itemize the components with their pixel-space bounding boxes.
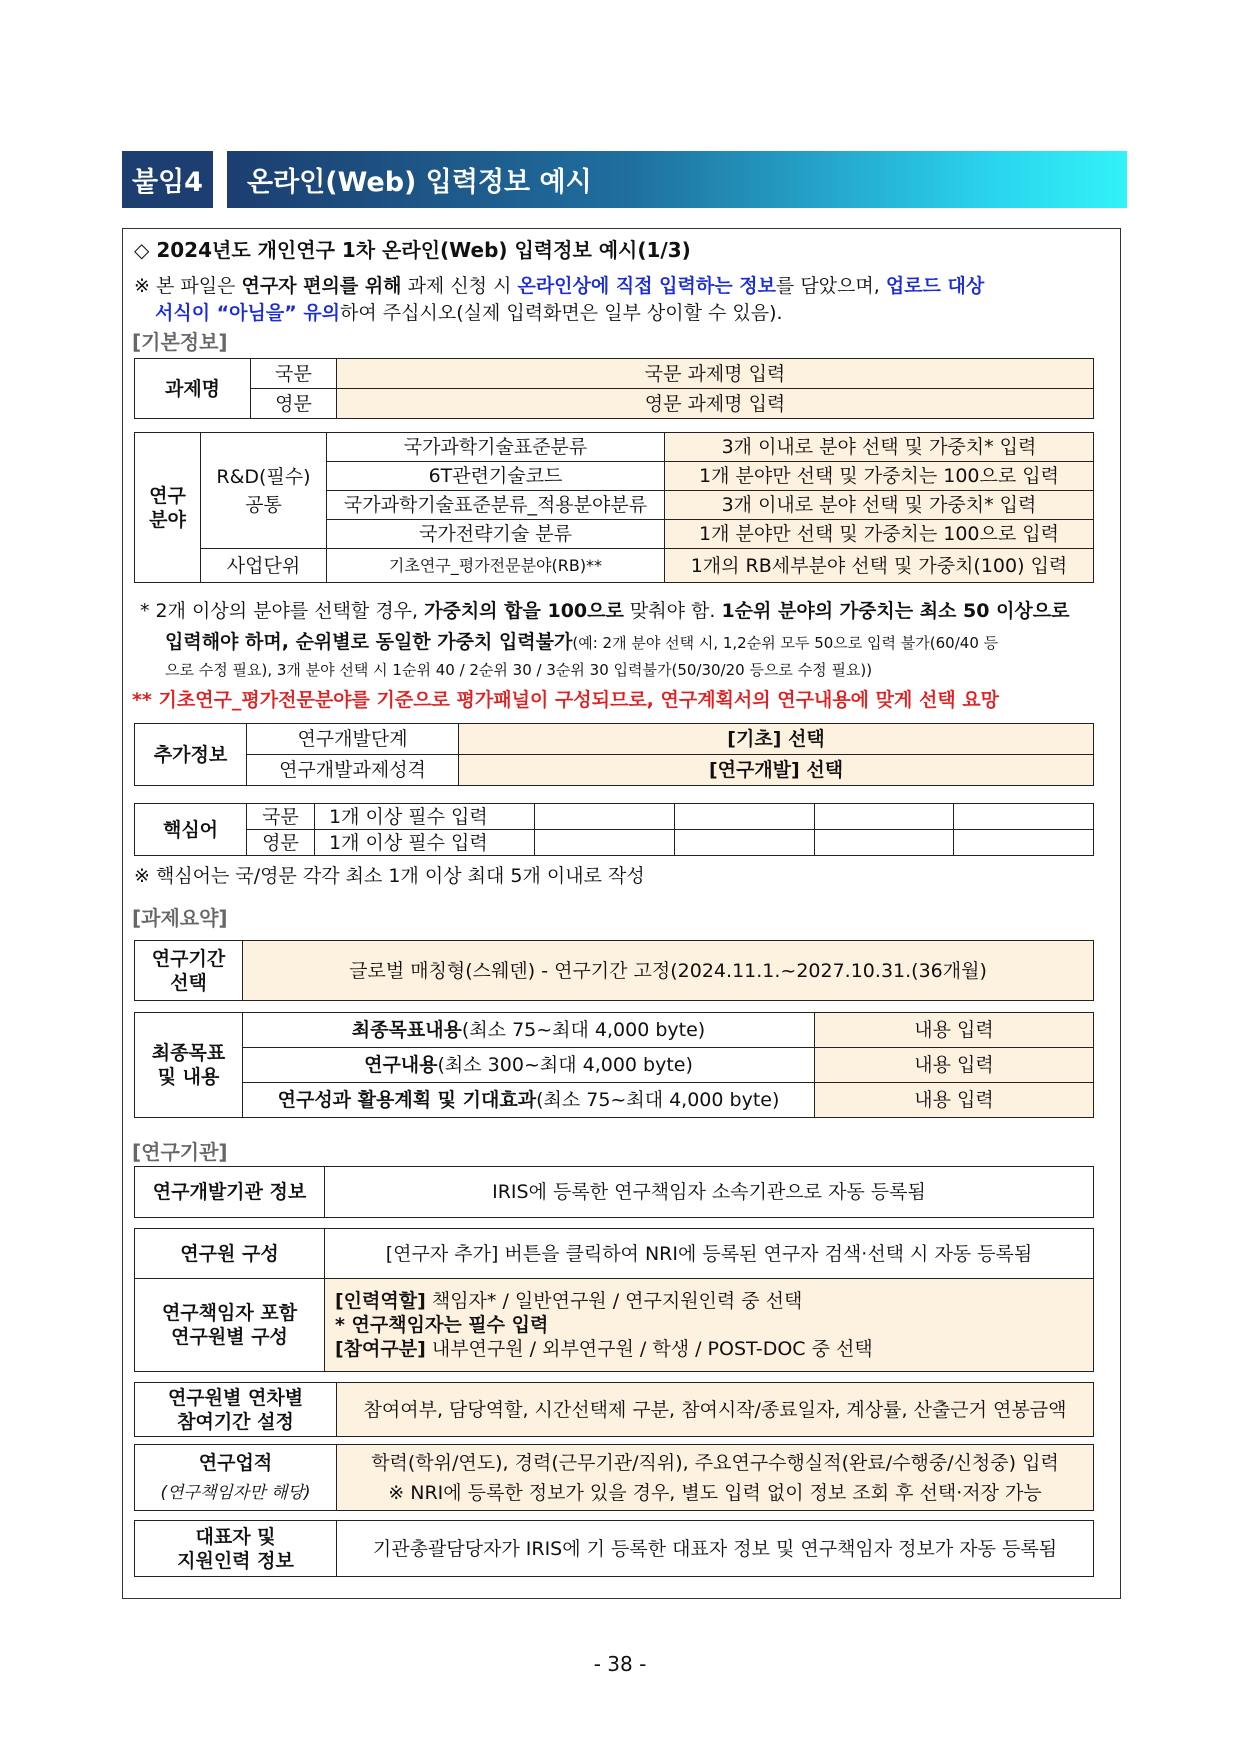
annual-value[interactable]: 참여여부, 담당역할, 시간선택제 구분, 참여시작/종료일자, 계상률, 산출근거 연봉금액: [337, 1383, 1094, 1437]
note-text: * 2개 이상의 분야를 선택할 경우,: [140, 600, 425, 622]
achievements-line: ※ NRI에 등록한 정보가 있을 경우, 별도 입력 없이 정보 조회 후 선택·저장 가능: [388, 1481, 1042, 1504]
goal-limit: (최소 300~최대 4,000 byte): [437, 1054, 693, 1076]
rep-table: [134, 1520, 1094, 1577]
research-field-label: [135, 433, 201, 583]
field-value[interactable]: 1개 분야만 선택 및 가중치는 100으로 입력: [665, 520, 1094, 549]
label-sub: (연구책임자만 해당): [160, 1482, 311, 1503]
researchers-label: 연구원 구성: [135, 1229, 325, 1279]
section-basic-info: [기본정보]: [132, 330, 228, 354]
goal-value[interactable]: 내용 입력: [815, 1013, 1094, 1048]
notice-bold: 연구자 편의를 위해: [241, 275, 402, 297]
label-line: 최종목표: [151, 1042, 226, 1064]
achievements-table: [134, 1444, 1094, 1511]
achievements-label: [135, 1445, 337, 1511]
label-line: 분야: [149, 508, 186, 531]
keywords-label: 핵심어: [135, 804, 247, 856]
keywords-table: [134, 803, 1094, 856]
field-name: 국가과학기술표준분류_적용분야분류: [327, 491, 665, 520]
field-name: 국가전략기술 분류: [327, 520, 665, 549]
research-field-table: [134, 432, 1094, 583]
goal-limit: (최소 75~최대 4,000 byte): [536, 1089, 780, 1111]
extra-info-value[interactable]: [기초] 선택: [459, 724, 1094, 755]
keyword-input[interactable]: [535, 830, 675, 856]
biz-label: 사업단위: [201, 549, 327, 583]
field-name: 국가과학기술표준분류: [327, 433, 665, 462]
researchers-role-value[interactable]: [325, 1279, 1094, 1372]
weight-note-2: [165, 628, 998, 657]
goal-name: [243, 1048, 815, 1083]
field-value[interactable]: 3개 이내로 분야 선택 및 가중치* 입력: [665, 433, 1094, 462]
goals-table: [134, 1012, 1094, 1118]
page-title-text: 온라인(Web) 입력정보 예시: [247, 167, 592, 198]
appendix-tag: 붙임4: [122, 151, 213, 208]
project-name-kr-input[interactable]: 국문 과제명 입력: [337, 359, 1094, 389]
org-value: IRIS에 등록한 연구책임자 소속기관으로 자동 등록됨: [325, 1167, 1094, 1218]
label-line: R&D(필수): [216, 465, 311, 488]
notice-line-2: [155, 299, 783, 327]
page-title: [227, 151, 1127, 208]
goal-title: 연구성과 활용계획 및 기대효과: [277, 1089, 537, 1111]
notice-text: 를 담았으며,: [775, 275, 886, 297]
notice-line-1: [134, 272, 984, 300]
note-text: (예: 2개 분야 선택 시, 1,2순위 모두 50으로 입력 불가(60/40 등: [572, 634, 999, 652]
goal-limit: (최소 75~최대 4,000 byte): [461, 1019, 706, 1041]
goals-label: [135, 1013, 243, 1118]
field-name: 6T관련기술코드: [327, 462, 665, 491]
label-line: 지원인력 정보: [177, 1549, 294, 1572]
field-value[interactable]: 3개 이내로 분야 선택 및 가중치* 입력: [665, 491, 1094, 520]
label-line: 연구책임자 포함: [161, 1302, 298, 1324]
keyword-input[interactable]: 1개 이상 필수 입력: [315, 830, 535, 856]
goal-name: [243, 1083, 815, 1118]
annual-table: [134, 1382, 1094, 1437]
note-bold: 1순위 분야의 가중치는 최소 50 이상으로: [721, 600, 1070, 622]
rep-label: [135, 1521, 337, 1577]
part-text: 내부연구원 / 외부연구원 / 학생 / POST-DOC 중 선택: [425, 1338, 873, 1360]
role-text: 책임자* / 일반연구원 / 연구지원인력 중 선택: [425, 1290, 803, 1312]
researchers-role-label: [135, 1279, 325, 1372]
part-label: [참여구분]: [335, 1338, 426, 1360]
notice-text: ※ 본 파일은: [134, 275, 242, 297]
goal-name: [243, 1013, 815, 1048]
goal-value[interactable]: 내용 입력: [815, 1048, 1094, 1083]
researchers-value: [연구자 추가] 버튼을 클릭하여 NRI에 등록된 연구자 검색·선택 시 자동 등록됨: [325, 1229, 1094, 1279]
lang-label: 국문: [247, 804, 315, 830]
note-bold: 가중치의 합을 100으로: [424, 600, 624, 622]
goal-title: 최종목표내용: [351, 1019, 462, 1041]
period-table: [134, 940, 1094, 1001]
rep-value: 기관총괄담당자가 IRIS에 기 등록한 대표자 정보 및 연구책임자 정보가 자동 등록됨: [337, 1521, 1094, 1577]
notice-highlight: 업로드 대상: [885, 275, 985, 297]
label-line: 참여기간 설정: [177, 1410, 294, 1433]
field-value[interactable]: 1개 분야만 선택 및 가중치는 100으로 입력: [665, 462, 1094, 491]
label-line: 및 내용: [157, 1066, 220, 1088]
notice-text: 하여 주십시오(실제 입력화면은 일부 상이할 수 있음).: [340, 302, 783, 324]
note-text: 맞춰야 함.: [623, 600, 722, 622]
label-line: 대표자 및: [195, 1525, 276, 1548]
label-line: 공통: [245, 493, 282, 516]
goal-title: 연구내용: [364, 1054, 438, 1076]
keyword-input[interactable]: [954, 804, 1094, 830]
label-line: 연구원별 연차별: [167, 1386, 304, 1409]
label-line: 연구원별 구성: [171, 1326, 288, 1348]
keywords-note: ※ 핵심어는 국/영문 각각 최소 1개 이상 최대 5개 이내로 작성: [134, 865, 645, 887]
weight-note-1: [140, 597, 1069, 625]
label-line: 연구업적: [198, 1451, 273, 1474]
lang-label: 영문: [247, 830, 315, 856]
period-label: [135, 941, 243, 1001]
label-line: 연구기간: [151, 947, 226, 970]
keyword-input[interactable]: [535, 804, 675, 830]
annual-label: [135, 1383, 337, 1437]
extra-info-name: 연구개발단계: [247, 724, 459, 755]
weight-note-3: 으로 수정 필요), 3개 분야 선택 시 1순위 40 / 2순위 30 / 3순위 30 입력불가(50/30/20 등으로 수정 필요)): [165, 661, 873, 679]
goal-value[interactable]: 내용 입력: [815, 1083, 1094, 1118]
period-value[interactable]: 글로벌 매칭형(스웨덴) - 연구기간 고정(2024.11.1.~2027.10.31.(36개월): [243, 941, 1094, 1001]
extra-info-value[interactable]: [연구개발] 선택: [459, 755, 1094, 786]
field-name: 기초연구_평가전문분야(RB)**: [327, 549, 665, 583]
role-line: [335, 1289, 1089, 1313]
researchers-table: [134, 1228, 1094, 1372]
lang-label: 영문: [251, 389, 337, 419]
section-summary: [과제요약]: [132, 906, 228, 930]
keyword-input[interactable]: [814, 830, 954, 856]
required-note: * 연구책임자는 필수 입력: [335, 1314, 549, 1336]
keyword-input[interactable]: [814, 804, 954, 830]
section-org: [연구기관]: [132, 1140, 228, 1164]
lang-label: 국문: [251, 359, 337, 389]
part-line: [335, 1337, 1089, 1361]
label-line: 연구: [149, 484, 186, 507]
project-name-en-input[interactable]: 영문 과제명 입력: [337, 389, 1094, 419]
org-label: 연구개발기관 정보: [135, 1167, 325, 1218]
extra-info-label: 추가정보: [135, 724, 247, 786]
note-bold: 입력해야 하며, 순위별로 동일한 가중치 입력불가: [165, 631, 573, 653]
doc-title: ◇ 2024년도 개인연구 1차 온라인(Web) 입력정보 예시(1/3): [134, 238, 691, 262]
keyword-input[interactable]: [674, 830, 814, 856]
extra-info-table: [134, 723, 1094, 786]
project-name-table: [134, 358, 1094, 419]
org-table: [134, 1166, 1094, 1218]
achievements-line: 학력(학위/연도), 경력(근무기관/직위), 주요연구수행실적(완료/수행중/신청중) 입력: [371, 1451, 1059, 1474]
role-label: [인력역할]: [335, 1290, 426, 1312]
rb-note: ** 기초연구_평가전문분야를 기준으로 평가패널이 구성되므로, 연구계획서의 연구내용에 맞게 선택 요망: [132, 689, 999, 711]
rnd-label: [201, 433, 327, 549]
achievements-value[interactable]: [337, 1445, 1094, 1511]
label-line: 선택: [170, 971, 207, 994]
keyword-input[interactable]: 1개 이상 필수 입력: [315, 804, 535, 830]
extra-info-name: 연구개발과제성격: [247, 755, 459, 786]
keyword-input[interactable]: [954, 830, 1094, 856]
notice-highlight: 온라인상에 직접 입력하는 정보: [517, 275, 776, 297]
field-value[interactable]: 1개의 RB세부분야 선택 및 가중치(100) 입력: [665, 549, 1094, 583]
page-number: - 38 -: [593, 1652, 647, 1676]
project-name-label: 과제명: [135, 359, 251, 419]
keyword-input[interactable]: [674, 804, 814, 830]
notice-highlight: 서식이 “아님을” 유의: [155, 302, 341, 324]
notice-text: 과제 신청 시: [401, 275, 518, 297]
